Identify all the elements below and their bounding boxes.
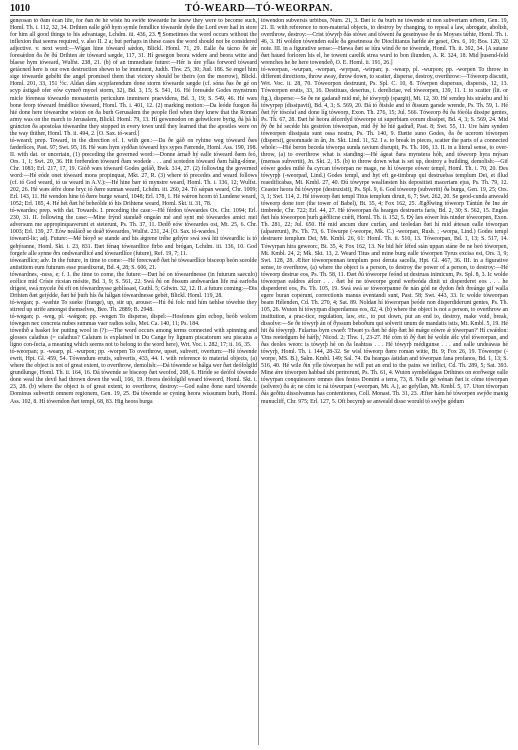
entry-paragraph: tó-weorpan; p. -wearp, pl. -wurpon; pp. -worpen To overthrow, upset, subvert, overturn:—Hé tówende ewrit, Hpt. Gl. 459, 54. Tówendum erutis, subvertis, 433, 44. I. with reference to material objects, (a) where the object is not of great extent, to overthrow, demolish:—Ðá tówende se hálga wer ðæt deófolgild grundlunge, Homl. Th. ii. 164, 16. Ðá tówende se bisceop ðæt weofod, 208, 6. Hiríde se deófol tówende done weal the devil had thrown down the wall, 166, 19. Heora deófolgild weard tóweord, Homl. Skt. i. 23, 28. (b) where the object is of great extent, to overthrow, destroy:—God ealne ðone eard tówende Dominus subvertit omnem regionem, Gen. 19, 25. Ðá tówende se cyning heora wíssunum burh, Homl. Ass. 102, 8. Hí tówendon ðæt templ, 68, 83. Hig heora burga <box>10 349 257 405</box>
entry-paragraph: tó-weorpan, -wurpan, -worpan, -wyrpan, -wirpan; p. -wearp, pl. -wurpon; pp. -worpen To throw in different directions, throw away, throw down, to scatter, disperse, destroy, overthrow:—Tóweorp discutit, Wrt. Voc. ii. 28, 70. Tóweorpon destruunt, Ps. Spl. C. 10, 8. Tówrpen dispersus, dispersis, 12, 13. Tóweorpen erutis, 33, 16. Destituas, deserius, i. derelictae, vel tóweorpen, 139, 11. I. to scatter (lit. or fig.), disperse:—Se ðe ne gadarað mid mé, hé tówyrpþ (spargit), Mt. 12, 30. Hé sendep his stráehu and hí tówyrpep (dissipavit), Bd. 4, 3; S. 569, 20. Ðá tó ðisisle and tó ðissum garsde wrende, Ps. Th. 59, 1. Hé ðæt fýr tóscéaf and done líg tóweorp, Exon. Th. 276, 15; Jul. 566. Tóweorp ðú ða fóeóla dissipe gentes, Ps. Th. 67, 28. Ðæt hé heora ǽlcerdyd tóweorpe ut superbiam eorum dissipet, Bd. 4, 3; S. 569, 24. Mid ðý ðe hé secéde his gestréon tóweorpan, mid ðý hé hié gadrað, Past. 8; Swt. 55, 11. Ure hám synden tóweorpen dissipata sunt ossa nostra, Ps. Th. 140, 9. Ðætte suno Godes, ða ðe ucerom tóworpen (dispersi), gesomnade in ân, Jn. Skt. Lind. 11, 52. I a. to break in pieces, scatter the parts of a connected whole:—Hié beron beceda tóworpa sunda ravium disrupit, Ps. Th. 106, 13. II. in a literal sense, to over-throw, (a) to overthrow what is standing:—Hé ágeat ðara mynstera hóh, and tóweorp hyra mýsan (mensas subvertit), Jn. Skt. 2, 15. (b) to throw down what is set up, destroy a building, demolish:—Gif eówer godes mihé ða cyrcan tóworpan ne mage, ne hí tówerpe eówer templ, Homl. Th. i. 70, 20. Ðes tówyrpþ (-weorpad, Lind.) Godes templ, and hyt eft ge-timbrap qui destruebas templum Dei, et illud reaedificabas, Mt. Kmbl. 27, 40. Ðú tówyrpe wealfæsten his depositisti maceriam ejus, Ps. Th. 79, 12. Ceaster heora ðú tówyrpe (destruxisti), Ps. Spl. 9, 6. God tóweorp (subvertit) ða burga, Gen. 19, 25; Ors. 3, 1; Swt. 114, 2. Hé tóweorp ðæt templ Titus templum diruit, 6, 7; Swt. 262, 20. Se geod-cunda anweald tóweorp done torr (the tower of Babel), Bt. 35, 4; Fox 162, 25. Ægðlwing tóweorp Tántún ðe Ine ǽr timbrede, Chr. 722; Erl. 44, 27. Hé tóweorpan ða hearges destruerts faris, Bd. 2, 30; S. 562, 15. Englas ðæt hús tóweorpon þurh gǽðlicne crǽft, Homl. Th. ii. 152, 5. Ðý læs eówer hús ninder tóweorpen, Exon. Th. 281, 22; Jul. 650. Hé mid ancum dure curfan, and teoledan ðæt hí mid ǽtesan ealle tóworpan (alparerunt), Ps. Th. 73, 6. Tówurpe (-weorpe, Mk. C.) -weorpan, Rush. ; -worpa, Lind.) Godes templ destruere templum Dei, Mt. Kmbl. 26, 61: Homl. Th. ii. 510, 13. Tóweorpan, Bd. 1, 13; S. 517, 14. Tówyrpan hira geweorc, Bt. 35, 4; Fox 162, 13. Ne bid hér léfed stán uppan stáne ðe ne beó tóworpen, Mt. Kmbl. 24, 2; Mk. Skt. 13, 2. Weard Titus and mine burg ealle tóworpen Tyrus excisa est, Ors. 3, 9; Swt. 128, 28. Æfter tóweorpennan templum post deruta sacella, Hpt. Gl. 467, 36. III. in a figurative sense, to overthrow, (a) where the object is a person, to destroy the power of a person, to destroy:—Hé tóweorp destrue eos, Ps. Th. 58, 11. Ðæt ðú tóweorpe feónd ut destruas inimicum, Ps. Spl. 8, 3. Ic wolde tóweorpan ealdres ǽlcer . . . ðæt hé ne tóweorpe gond werbeóda dinit ut disperderet eos . . . he disperderet eos, Ps. Th. 105, 19. Swá swá se tóweorpanne ðe nán gód ne dydon ðeh ðreánge gif walla egere buran coperunt, correctionis manus eventandi sunt, Past. 58; Swt. 443, 33. Ic wolde tóweorpan beam Hélenden, Cd. Th. 270, 4; Sat. 89. Noldan hí tóweorpan þeóde non disperdiderunt gentes, Ps. Th. 105, 26. Wuton hí tówyrpan disperdamus eos, 82, 4. (b) where the object is not a person, to overthrow an institution, a prac-tice, regulation, law, etc., to put down, put an end to, destroy, make void, break, dissolve:—Se ðe tówyrþ án of ðyssum beboðum qui solverit unum de mandatis istis, Mt. Kmbl. 5, 19. Hé hit ðá tówyrpþ. Fulartus bym cwæð: 'Hwæt ys ðæt hé dép ðæt hé mǽge eówre ǽ tówerpan?' Hí cwǽdon: 'Ons reetedgum hé hǽfþ,' Nicod. 2; Thw. 1, 23-27. Hé cóm tó ðý ðæt hé wolde ǽlc yfel tóweorpan, and ðas deoles weorc is tówyrþ hé on ða leahtras . . . Hé tówyrþ médigunse . . . and ealle undeawas hé tówyrþ, Homl. Th. i. 144, 28-32. Se wisl tóweorp ðære roman witte, Bt. 9; Fox 26, 19. Tóweorpe (-worpe, MS. B.), Salm. Kmbl. 149; Sal. 74. Ða heargas ástidan and tóworpan fana profanos, Bd. 1, 13; S. 516, 40. Hé wile ðin yfle tóworpan he will put an end to the pains we inflict, Cd. Th. 289, 5; Sat. 393. Mine ǽre tóworpen habbad ubi perirerunt, Ps. Th. 61, 4. Wuton symbeldagas Drihtnes on eorðwege ealle tówyrpan conquiescere omnes dies festos Domini a terra, 73, 8. Nelle gé wénan ðæt ic cóme tóworpan (solvere) ða ǽ; ne cóm ic ná tówurpan (-weorpan, Mt. A.), ac gefyllan, Mt. Kmbl. 5, 17. Uton tóworpan ðás geðitu dissolvamus has contentiones, Coll. Monast. Th. 31, 23. Æfter hám hé tóworpen swýðe manig munucliff, Chr. 975; Erl. 127, 5. Oft becymþ se anweald disse woruld tó swýþe gódum <box>261 67 508 405</box>
entry-paragraph: tóweihð a basket for putting wool in (?):—The word occurs among terms connected with spinning and glosses calathus (= calathus? Calatum is explained in Du Cange by lignum piscatorum seu piscatus a ligno con-fecta, a meaning which seems not to belong to the word here), Wrt. Voc. i. 282, 17; ii. 16, 35. <box>10 328 257 349</box>
page-number: 1010 <box>10 3 30 14</box>
entry-paragraph: tó-wegan; p. -wæhte To sueke (frange), up, stir up, arouse:—Hú ðú folc mid hím tæhlse tówehte they stirred up strife amongst themselves, Beo. Th. 2889; B. 2948. <box>10 299 257 313</box>
header-rule <box>10 15 508 16</box>
entry-paragraph: tó-wegan; p. -weg, pl. -wǽgon; pp. -wegen To disperse, dispel:—Hosfones gím ecbop, beób wolcen tówegen nec concreta nubes summas vaer radios solis, Met. Ca. 140, 11; Ps. 184. <box>10 313 257 328</box>
right-column <box>261 18 508 745</box>
left-column <box>10 18 257 745</box>
entry-paragraph: geneosan tó ðam écan life, for ðan ðe hé wiste hú swiðe tówearde he knew they were to become such, Homl. Th. i. 112, 32, 34. Drihten ealle góð hym symle femdlice tówearde dyde the Lord ever had in store for him all good things to his advantage, Lchdm. iii. 436, 23. ¶ Sometimes the word occurs without the inflexion that seems required, v. also II. 2 a; but perhaps in these cases the word should not be considered adjective. v. next word:—Wígan hine tóweard sǽdon, Blickl. Homl. 71, 29. Ealle ða tácno ðe ǽr foresǽdon ða ðe ðú Drihten ǽr tóweard sægde, 117, 31. Hí gesegon beora widere and beora witte and blaese hym tóweard, Wulfst. 238, 21. (b) of an immediate future:—Hér is úre yflas forword tóweard getácned here is our own destruction shewn to be imminent, Judth. Thw. 25, 30; Jud. 186. Se engel him sige tówearde gebéht the angel promised them that victory should be theirs (on the morrow), Blickl. Homl. 201, 33, 151 ½c. Aldan dám scypfarendum done storm tówearde sægde (cf. sóna ðas ðe gé on scyp ástigað ofer eów cymeð mycel storm, 32), Bd. 3, 15; S. 541, 16. Hé foresǽde Godes mynstrum micle fóreneas tóweardo monasteriis periculum imminere praevidens, Bd. 3, 19; S. 549, 46. Hé wæs bone feorp tóweard fmédlice tóweard, Homl. Th. i. 401, 12. (2) marking motion:—Da leóde fuogon ðá hié done here tóweardne wiston on ða burh Gerusalem the people fled when they knew that the Roman army was on the march to Jerusalem, Blickl. Homl. 79, 13. Hí gewunodon on gehwilcere byrig, ðá þá hí gráncton ða apostolas tóweardne they stopped in every town until they learned that the apostles were on the way thither, Homl. Th. ii. 494, 2. [O. Sax. tó-ward.] <box>10 18 257 137</box>
entry-paragraph: tóweard-lic; adj. Future:—Mé bíoyð se stande and his ǽgrene tréhe gehýre swá swá hit tóweardlic is tó gehýranne, Homl. Skt. i. 23, 831. Ðæt fénaq tóweardlice firbo and brógan, Lchdm. iii. 136, 10. God forgefe alle synne ðrs ondweardlicé and tóweardlíce (future), Ref. 19, 7; 11. <box>10 236 257 257</box>
running-title: TÓ-WEARD—TÓ-WEORPAN. <box>185 3 333 14</box>
entry-paragraph: tówendon subversis urbibus, Num. 21, 3. Ðæt ic ða burh ne tówende ut non subvertam urbem, Gen. 19, 21. II. with reference to non-material objects, to destroy by changing, to repeal a law, abrogate, abolish, overthrow, destroy:—Crist tówyrþ ðás stówe and tówent ða gesetnysse ðe ús Moyses tǽhte, Homl. Th. i. 46, 3. Hí woldon tówenden ealle ða gesetnessa ðe Dioclitianus hæfde ǽr geset, Ors. 6, 10; Bos. 120, 32 note. III. in a figurative sense:—Hæwa ðæt se iúra wind ðe ne tówende, Homl. Th. ii. 392, 34. [A sutane ðæt haued forloren his el, he towent carelik strea wurd to bon iliunden, A. R. 324, 18. Mid þusend-feld wrenches he he here towendeð, O. E. Homl. ii. 191, 26.] <box>261 18 508 67</box>
entry-paragraph: tóweardlíce; adv. In the future, in time to come:—Hé forecwæð ðæt hé tóweardlíce bisceop beón sceolde antistitem eum futurum esse praedixerat, Bd. 4, 28; S. 606, 21. <box>10 257 257 271</box>
entry-paragraph: tóweardnes, -ness, e; f. I. the time to come, the future:—Ðæt hé on tóweardnesse (in futurum saeculo) ecélice mid Crísie rícsian mósite, Bd. 3, 9; S. 561, 22. Swá ðú on ðissum andweardan life má earfoða drígest, swá mycele ðú eft on tóweardnysse geblíssast, Guthl. 5; Gdwin. 32, 12. II. a future coming:—Ðis Drihten ðæt geiýdde, ðæt hé þurh hís ða hálgan tóweardnesse gebét, Blickl. Homl. 119, 28. <box>10 271 257 299</box>
entry-paragraph: tó-weard; prep. Toward, in the direction of. I. with gen.:—Da ðe gáð on ryhtne weg tóweard ðæs fæderlíces, Past. 97; Swt. 95, 18. Hé wæs hym sydðan tóweard hys sypes Færende, Homl. Ass. 190, 198. II. with dat. or uncertain, (1) preceding the governed word:—Donne árnað hý ealle tóweard ðæm feó, Ors. 1, 1; Swt. 20, 36. Hit forðendon tóweard ðam wodede . . . and scotedon tóweard ðam hálig-dóme, Chr. 1083; Erl. 217, 17, 19. Gióð wæs tóweard Godes geláð, Bwk. 314, 27. (2) following the governed word:—Hé eóde onet tóweard mons propinquat, Mkt. 27, R. (3) where tó precedes and weard follows (cf. tó God weard, tó us weard in A.V.):—Hé hine bær tó mynstre weard, Homl. Th. i. 136, 12; Wulfst. 202, 26. Hé wæs ǽfre done bryc tó ðære sunnan weard, Lchdm. iii. 260, 24. Tó sǽpan weard, Chr. 1009; Erl. 143, 11. Hé wendon hine tó ðære burge weard, 1048; Erl. 178, 1. Hé wǽron hcom tó Lundene weard, 1052; Erl. 185, 4. Hé hét ðæt hé beheólde tó his Drihtene weard, Homl. Skt. ii. 31, 78. <box>10 137 257 208</box>
page-header <box>10 2 508 15</box>
column-divider <box>258 18 259 745</box>
entry-paragraph: tó-weardes; prep. with dat. Towards. I. preceding the case:—Hé férdon tóweardes Ox. Chr. 1094; Erl. 230, 31. II. following the case:—Mine frýnd standað ongeán mé and synt mé tóweardes amici mei adversum me appropinquaverunt et steterunt, Ps. Th. 37, 11. Dedð eów tóweardes ost, Mt. 25, 6. Chr. 1003; Erl. 139, 27. Eów neálácð se deáð tóweardes, Wulfst. 231, 24. [O. Sax. tó-wardes.] <box>10 208 257 236</box>
